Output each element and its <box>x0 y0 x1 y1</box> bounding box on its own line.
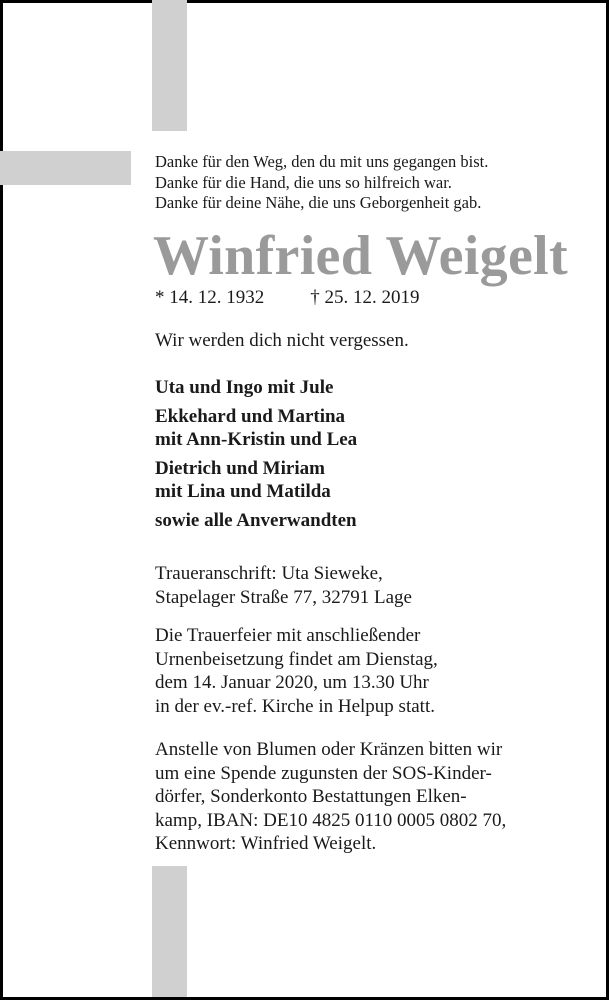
ceremony-info <box>155 624 595 718</box>
mourning-address <box>155 562 595 609</box>
birth-date: * 14. 12. 1932 <box>155 287 265 308</box>
address-line: Traueranschrift: Uta Sieweke, <box>155 563 383 584</box>
ceremony-line: dem 14. Januar 2020, um 13.30 Uhr <box>155 672 429 693</box>
mourners-list <box>155 376 585 538</box>
mourner-line: sowie alle Anverwandten <box>155 510 357 531</box>
donation-line: dörfer, Sonderkonto Bestattungen Elken- <box>155 786 467 807</box>
poem <box>155 152 585 214</box>
mourner-group <box>155 376 585 399</box>
ceremony-line: Die Trauerfeier mit anschließender <box>155 625 421 646</box>
donation-line: Anstelle von Blumen oder Kränzen bitten wir <box>155 739 503 760</box>
donation-line: Kennwort: Winfried Weigelt. <box>155 833 377 854</box>
cross-arm-bar <box>0 151 131 185</box>
poem-line: Danke für deine Nähe, die uns Geborgenheit gab. <box>155 193 482 212</box>
cross-top-bar <box>152 0 187 131</box>
donation-info <box>155 738 595 856</box>
remembrance-line: Wir werden dich nicht vergessen. <box>155 330 409 351</box>
mourner-line: mit Ann-Kristin und Lea <box>155 429 358 450</box>
mourner-line: Ekkehard und Martina <box>155 406 346 427</box>
address-line: Stapelager Straße 77, 32791 Lage <box>155 586 412 608</box>
poem-line: Danke für die Hand, die uns so hilfreich war. <box>155 172 452 192</box>
mourner-group <box>155 405 585 451</box>
mourner-line: mit Lina und Matilda <box>155 481 331 502</box>
mourner-group <box>155 457 585 503</box>
donation-line: kamp, IBAN: DE10 4825 0110 0005 0802 70, <box>155 809 507 831</box>
ceremony-line: in der ev.-ref. Kirche in Helpup statt. <box>155 695 435 717</box>
poem-line: Danke für den Weg, den du mit uns gegangen bist. <box>155 152 489 171</box>
deceased-name: Winfried Weigelt <box>153 225 568 287</box>
donation-line: um eine Spende zugunsten der SOS-Kinder- <box>155 762 492 784</box>
mourner-line: Dietrich und Miriam <box>155 458 325 479</box>
mourner-line: Uta und Ingo mit Jule <box>155 377 334 398</box>
cross-bottom-bar <box>152 866 187 997</box>
mourner-group <box>155 509 585 532</box>
ceremony-line: Urnenbeisetzung findet am Dienstag, <box>155 648 438 670</box>
death-date: † 25. 12. 2019 <box>310 287 420 308</box>
life-dates <box>155 287 420 309</box>
